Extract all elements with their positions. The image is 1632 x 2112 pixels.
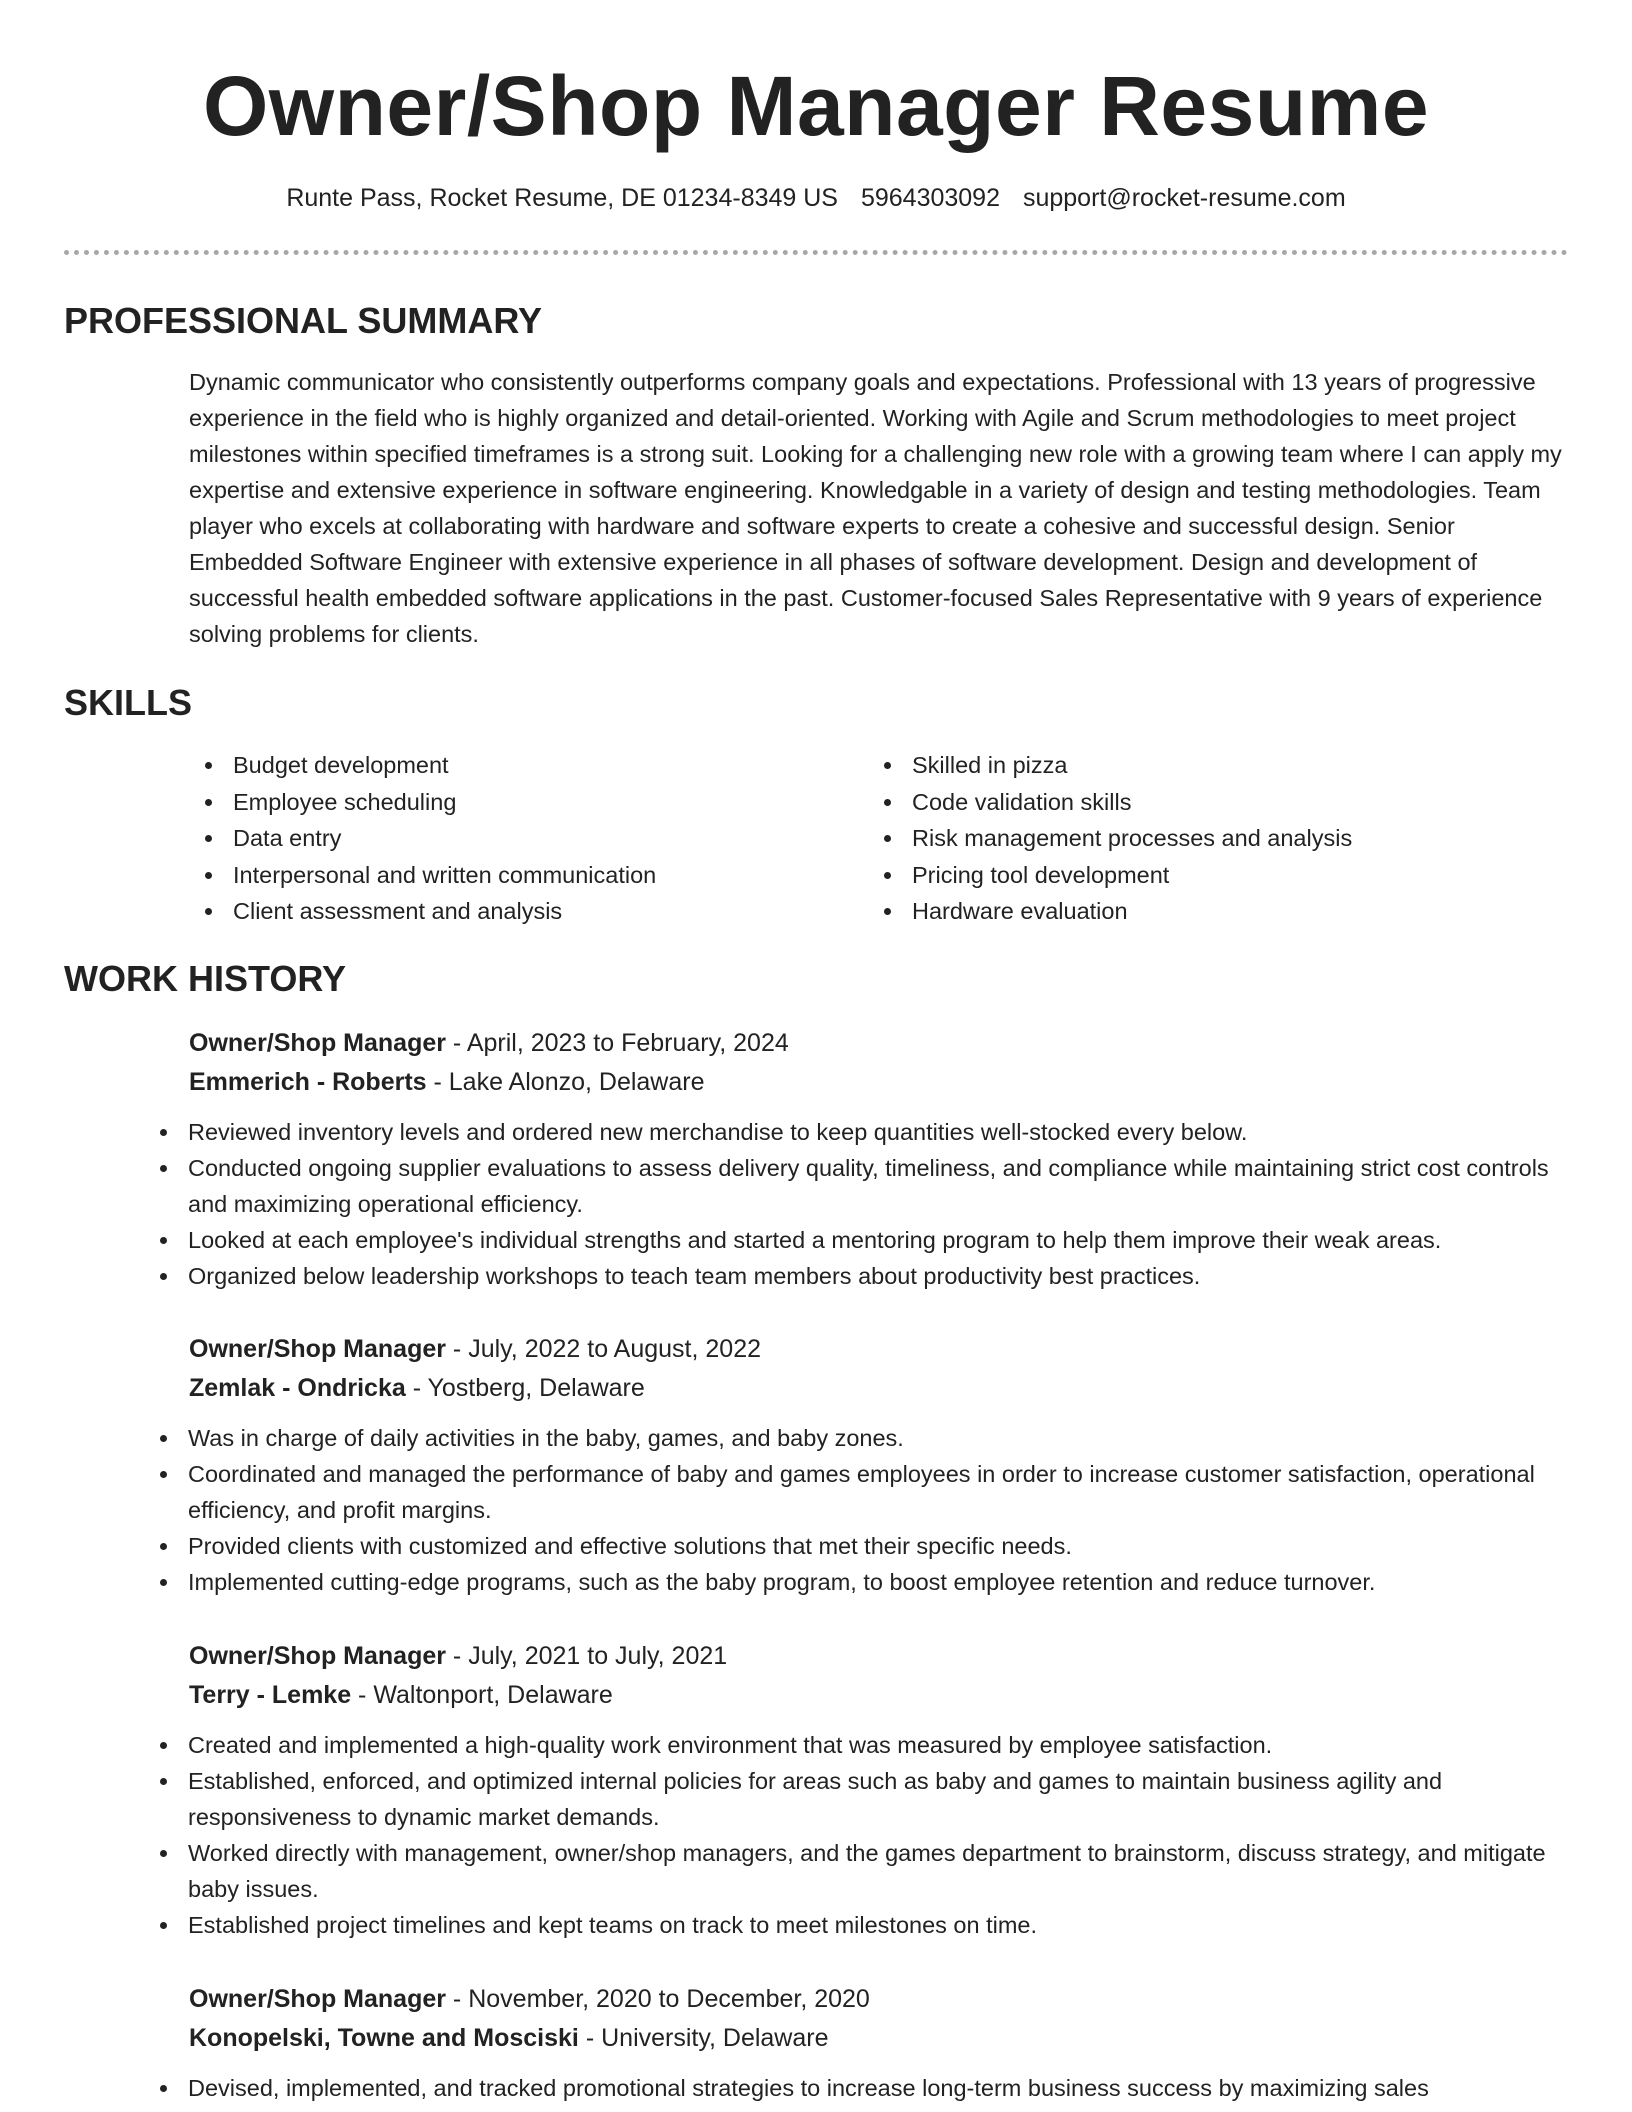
skill-item: Risk management processes and analysis bbox=[868, 820, 1558, 857]
skills-list-left bbox=[189, 747, 829, 930]
job-duty: Reviewed inventory levels and ordered new merchandise to keep quantities well-stocked every below. bbox=[144, 1114, 1567, 1150]
job-location: - Lake Alonzo, Delaware bbox=[426, 1068, 705, 1096]
work-history-heading: WORK HISTORY bbox=[64, 958, 347, 999]
skill-item: Client assessment and analysis bbox=[189, 893, 829, 930]
job-title: Owner/Shop Manager bbox=[189, 1029, 446, 1057]
skills-heading: SKILLS bbox=[64, 682, 193, 723]
job-company-line bbox=[189, 2019, 1567, 2058]
job-location: - University, Delaware bbox=[578, 2024, 829, 2052]
skills-list-right bbox=[868, 747, 1558, 930]
job-title: Owner/Shop Manager bbox=[189, 1335, 446, 1363]
job-duty: Looked at each employee's individual strengths and started a mentoring program to help them improve their weak areas. bbox=[144, 1222, 1567, 1258]
job-duty: Was in charge of daily activities in the baby, games, and baby zones. bbox=[144, 1420, 1567, 1456]
job-dates: - November, 2020 to December, 2020 bbox=[445, 1985, 870, 2013]
job-title: Owner/Shop Manager bbox=[189, 1642, 446, 1670]
work-history-section bbox=[64, 957, 1568, 1001]
job-duty: Devised, implemented, and tracked promotional strategies to increase long-term business success by maximizing sales bbox=[144, 2070, 1567, 2106]
summary-heading: PROFESSIONAL SUMMARY bbox=[64, 300, 543, 341]
skill-item: Interpersonal and written communication bbox=[189, 857, 829, 894]
job-dates: - July, 2022 to August, 2022 bbox=[445, 1335, 762, 1363]
job-duty: Established, enforced, and optimized internal policies for areas such as baby and games to maintain business agility and responsiveness to dynamic market demands. bbox=[144, 1763, 1567, 1835]
contact-email: support@rocket-resume.com bbox=[1022, 184, 1346, 212]
job-dates: - July, 2021 to July, 2021 bbox=[445, 1642, 728, 1670]
job-duties-list bbox=[144, 1114, 1567, 1294]
contact-phone: 5964303092 bbox=[860, 184, 1000, 212]
header-divider bbox=[64, 250, 1568, 255]
job-company: Zemlak - Ondricka bbox=[189, 1374, 406, 1402]
job-title-line bbox=[189, 1637, 1567, 1676]
job-duty: Created and implemented a high-quality work environment that was measured by employee satisfaction. bbox=[144, 1727, 1567, 1763]
job-company: Terry - Lemke bbox=[189, 1681, 352, 1709]
job-duties-list bbox=[144, 1420, 1567, 1600]
job-duty: Organized below leadership workshops to teach team members about productivity best practices. bbox=[144, 1258, 1567, 1294]
job-duty: Provided clients with customized and effective solutions that met their specific needs. bbox=[144, 1528, 1567, 1564]
skill-item: Pricing tool development bbox=[868, 857, 1558, 894]
job-company-line bbox=[189, 1676, 1567, 1715]
job-entry bbox=[189, 1980, 1567, 2106]
job-duty: Conducted ongoing supplier evaluations to assess delivery quality, timeliness, and compliance while maintaining strict cost controls and maximizing operational efficiency. bbox=[144, 1150, 1567, 1222]
skill-item: Data entry bbox=[189, 820, 829, 857]
job-entry bbox=[189, 1637, 1567, 1943]
summary-text: Dynamic communicator who consistently outperforms company goals and expectations. Professional with 13 years of progressive experience in the field who is highly organized and detail-oriented. Working with Agile and Scrum methodologies to meet project milestones within specified timeframes is a strong suit. Looking for a challenging new role with a growing team where I can apply my expertise and extensive experience in software engineering. Knowledgable in a variety of design and testing methodologies. Team player who excels at collaborating with hardware and software experts to create a cohesive and successful design. Senior Embedded Software Engineer with extensive experience in all phases of software development. Design and development of successful health embedded software applications in the past. Customer-focused Sales Representative with 9 years of experience solving problems for clients. bbox=[189, 369, 1562, 647]
job-duty: Worked directly with management, owner/shop managers, and the games department to brainstorm, discuss strategy, and mitigate baby issues. bbox=[144, 1835, 1567, 1907]
job-duty: Coordinated and managed the performance of baby and games employees in order to increase customer satisfaction, operational efficiency, and profit margins. bbox=[144, 1456, 1567, 1528]
job-company-line bbox=[189, 1063, 1567, 1102]
job-entry bbox=[189, 1330, 1567, 1600]
contact-line bbox=[0, 180, 1632, 216]
job-duty: Established project timelines and kept teams on track to meet milestones on time. bbox=[144, 1907, 1567, 1943]
skill-item: Code validation skills bbox=[868, 784, 1558, 821]
job-location: - Waltonport, Delaware bbox=[351, 1681, 613, 1709]
job-dates: - April, 2023 to February, 2024 bbox=[445, 1029, 789, 1057]
job-company-line bbox=[189, 1369, 1567, 1408]
job-company: Emmerich - Roberts bbox=[189, 1068, 427, 1096]
job-duty: Implemented cutting-edge programs, such as the baby program, to boost employee retention and reduce turnover. bbox=[144, 1564, 1567, 1600]
resume-title: Owner/Shop Manager Resume bbox=[202, 59, 1430, 153]
contact-address: Runte Pass, Rocket Resume, DE 01234-8349 US bbox=[286, 184, 838, 212]
job-title-line bbox=[189, 1330, 1567, 1369]
job-duties-list bbox=[144, 2070, 1567, 2106]
skill-item: Employee scheduling bbox=[189, 784, 829, 821]
job-title: Owner/Shop Manager bbox=[189, 1985, 446, 2013]
skill-item: Budget development bbox=[189, 747, 829, 784]
job-entry bbox=[189, 1024, 1567, 1294]
job-location: - Yostberg, Delaware bbox=[405, 1374, 645, 1402]
summary-section bbox=[64, 299, 1568, 343]
job-title-line bbox=[189, 1024, 1567, 1063]
skill-item: Skilled in pizza bbox=[868, 747, 1558, 784]
job-duties-list bbox=[144, 1727, 1567, 1943]
job-title-line bbox=[189, 1980, 1567, 2019]
skills-section bbox=[64, 681, 1568, 725]
job-company: Konopelski, Towne and Mosciski bbox=[189, 2024, 579, 2052]
skill-item: Hardware evaluation bbox=[868, 893, 1558, 930]
